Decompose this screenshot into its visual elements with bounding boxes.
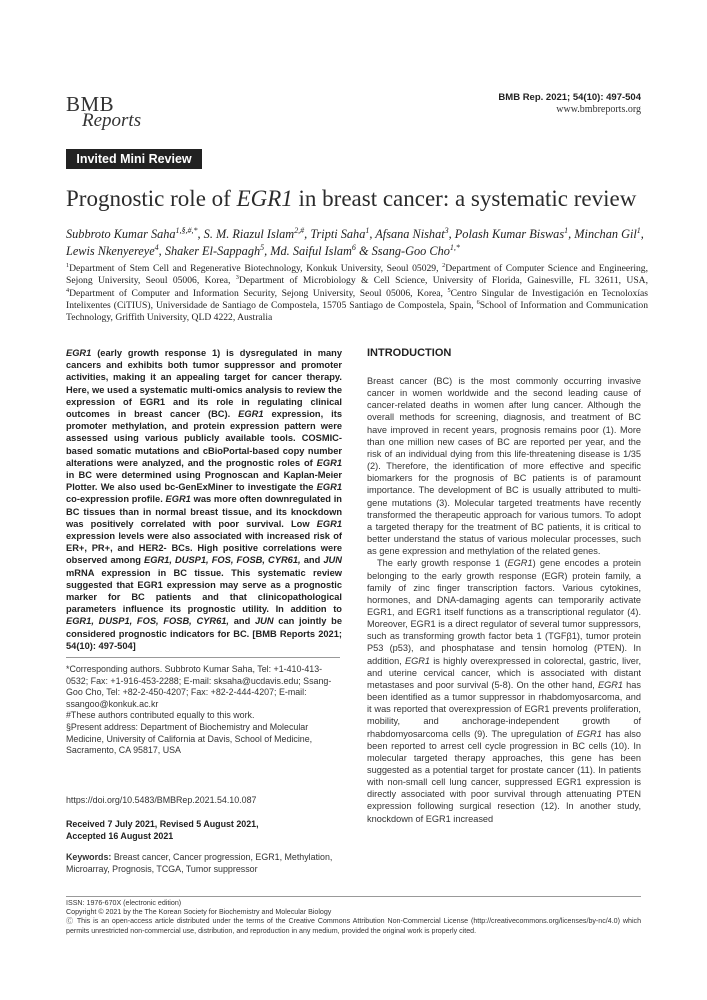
copyright: Copyright © 2021 by the The Korean Society for Biochemistry and Molecular Biology — [66, 908, 332, 917]
corresponding-authors: *Corresponding authors. Subbroto Kumar Saha, Tel: +1-410-413-0532; Fax: +1-916-453-2288; E-mail: sksaha@ucdavis.edu; Ssang-Goo Cho, Tel: +82-2-450-4207; Fax: +82-2-444-4207; E-mail: ssangoo@konkuk.ac.kr — [66, 664, 332, 709]
journal-logo-reports: Reports — [82, 110, 142, 131]
intro-text: is highly overexpressed in colorectal, gastric, liver, and uterine cervical cancer, which is associated with distant metastases and poor survival (5-8). On the other hand, — [367, 655, 641, 690]
journal-citation: BMB Rep. 2021; 54(10): 497-504 — [498, 92, 641, 103]
author-affiliation-mark: 1 — [636, 225, 641, 235]
author-name: Lewis Nkenyereye — [66, 244, 155, 258]
abstract-text: EGR1 — [316, 482, 342, 493]
footnote-divider — [66, 657, 340, 658]
abstract — [66, 347, 342, 652]
license-text — [66, 917, 641, 935]
keywords-label: Keywords: — [66, 852, 112, 862]
author-affiliation-mark: 1,* — [449, 242, 460, 252]
abstract-text: mRNA expression in BC tissue. This systematic review suggested that EGR1 expression may serve as a prognostic marker for BC patients and that clinicopathological parameters influence its prognostic utility. In addition to — [66, 567, 342, 615]
abstract-text: can jointly be considered prognostic indicators for BC. [BMB Reports 2021; 54(10): 497-504] — [66, 616, 342, 651]
author-affiliation-mark: 4 — [154, 242, 159, 252]
intro-text: ) gene encodes a protein belonging to the early growth response (EGR) protein family, a family of zinc finger transcription factors. Various cytokines, hormones, and DNA-damaging agents can temporarily activate EGR1, and EGR1 itself functions as a transcriptional regulator (4). Moreover, EGR1 is a direct regulator of several tumor suppressors, such as transforming growth factor beta 1 (TGFβ1), tumor protein P53 (p53), and phosphatase and tensin homolog (PTEN). In addition, — [367, 558, 641, 666]
journal-logo-bmb: BMB — [66, 92, 115, 116]
affiliation-number: 4 — [66, 286, 70, 294]
author-affiliation-mark: 1,§,#,* — [175, 225, 198, 235]
article-title — [66, 186, 636, 212]
affiliation-number: 5 — [447, 286, 451, 294]
title-prefix: Prognostic role of — [66, 186, 237, 211]
author-name: Minchan Gil — [574, 227, 637, 241]
author-list: Subbroto Kumar Saha$^{1,\S,\#,*}$, S. M. Riazul Islam$^{2,\#}$, Tripti Saha$^1$, Afsana Nishat$^3$, Polash Kumar Biswas$^1$, Minchan Gil$^1$, Lewis Nkenyereye$^4$, Shaker El-Sappagh$^5$, Md. Saiful Islam$^6$ & Ssang-Goo Cho$^{1,*}$ — [66, 225, 644, 258]
affiliation-text: Department of Computer and Information Security, Sejong University, Seoul 05006, Korea, — [69, 287, 448, 299]
intro-paragraph — [367, 557, 641, 824]
author-name: Ssang-Goo Cho — [371, 244, 450, 258]
author-name: Polash Kumar Biswas — [454, 227, 565, 241]
author-name: Tripti Saha — [310, 227, 366, 241]
abstract-text: JUN — [254, 616, 274, 627]
title-suffix: in breast cancer: a systematic review — [292, 186, 637, 211]
received-dates — [66, 819, 342, 842]
author-affiliation-mark: 2,# — [294, 225, 305, 235]
intro-text: EGR1 — [507, 558, 533, 569]
affiliation-list — [66, 263, 648, 324]
abstract-text: EGR1, DUSP1, FOS, FOSB, CYR61, — [144, 555, 301, 566]
intro-text: has also been reported to arrest cell cycle progression in BC cells (10). In molecular targeted therapy approaches, this gene has been suggested as a potential target for prostate cancer (11). In patients with non-small cell lung cancer, suppressed EGR1 expression is directly associated with poor survival through attenuating PTEN expression following surgical resection (12). In another study, knockdown of EGR1 increased — [367, 728, 641, 824]
author-name: Subbroto Kumar Saha — [66, 227, 176, 241]
keywords-text: Breast cancer, Cancer progression, EGR1, Methylation, Microarray, Prognosis, TCGA, Tumor suppressor — [66, 852, 333, 874]
abstract-text: and — [300, 555, 324, 566]
accepted-line: Accepted 16 August 2021 — [66, 830, 174, 841]
abstract-text: in BC were determined using Prognoscan and Kaplan-Meier Plotter. We also used bc-GenExMiner to investigate the — [66, 470, 342, 493]
intro-text: The early growth response 1 ( — [377, 558, 508, 569]
license-body: This is an open-access article distributed under the terms of the Creative Commons Attribution Non-Commercial License (http://creativecommons.org/licenses/by-nc/4.0) which permits unrestricted non-commercial use, distribution, and reproduction in any medium, provided the original work is properly cited. — [66, 917, 642, 935]
intro-text: EGR1 — [598, 679, 624, 690]
abstract-text: EGR1 — [165, 494, 191, 505]
abstract-text: JUN — [323, 555, 342, 566]
author-affiliation-mark: 3 — [444, 225, 449, 235]
author-name: Afsana Nishat — [375, 227, 445, 241]
present-address-note: §Present address: Department of Biochemistry and Molecular Medicine, University of California at Davis, School of Medicine, Sacramento, CA 95817, USA — [66, 721, 313, 756]
affiliation-number: 6 — [476, 298, 480, 306]
intro-text: EGR1 — [404, 655, 430, 666]
equal-contribution-note: #These authors contributed equally to this work. — [66, 710, 255, 721]
abstract-text: and — [229, 616, 255, 627]
received-line: Received 7 July 2021, Revised 5 August 2021, — [66, 819, 259, 829]
abstract-text: expression, its promoter methylation, and protein expression pattern were assessed using various publicly available tools. COSMIC-based somatic mutations and cBioPortal-based copy number alterations were analyzed, and the prognostic roles of — [66, 409, 342, 468]
issn: ISSN: 1976-670X (electronic edition) — [66, 899, 182, 907]
affiliation-text: Department of Stem Cell and Regenerative Biotechnology, Konkuk University, Seoul 05029, — [69, 263, 443, 274]
author-affiliation-mark: 5 — [260, 242, 265, 252]
affiliation-text: School of Information and Communication Technology, Griffith University, QLD 4222, Australia — [66, 299, 649, 324]
author-affiliation-mark: 1 — [564, 225, 569, 235]
intro-text: Breast cancer (BC) is the most commonly occurring invasive cancer in women worldwide and the second leading cause of cancer-related deaths in women after lung cancer. Although the overall methods for screening, diagnosis, and treatment of BC have improved in recent years, prognosis remains poor (1). More than one million new cases of BC are reported per year, and the risk of an individual dying from this life-threatening disease is 1/35 (2). Therefore, the identification of more effective and specific biomarkers for the prognosis of BC patients is of paramount importance. The development of BC is usually attributed to multi-gene mutations (3). Molecular targeted treatments have recently transformed the therapeutic approach for various tumors. To adopt a targeted therapy for the treatment of BC patients, it is critical to better understand the status of various molecular processes, such as gene expression and methylation of the related genes. — [367, 376, 641, 557]
author-name: Shaker El-Sappagh — [164, 244, 261, 258]
intro-text: has been identified as a tumor suppressor in rhabdomyosarcoma, and it was reported that overexpression of EGR1 prevents proliferation, mobility, and anchorage-independent growth of rhabdomyosarcoma cells (9). The upregulation of — [367, 679, 641, 739]
affiliation-text: Department of Computer Science and Engineering, Sejong University, Seoul 05006, Korea, — [66, 263, 648, 287]
journal-url[interactable]: www.bmbreports.org — [556, 104, 641, 115]
abstract-text: EGR1 — [238, 409, 264, 420]
title-gene: EGR1 — [236, 186, 293, 211]
intro-text: EGR1 — [576, 728, 602, 739]
introduction-heading: INTRODUCTION — [367, 347, 452, 359]
affiliation-number: 1 — [66, 261, 70, 269]
correspondence-footnotes — [66, 664, 342, 757]
cc-icon: Ⓒ — [66, 917, 75, 926]
article-type-label: Invited Mini Review — [66, 149, 202, 169]
author-name: Md. Saiful Islam — [270, 244, 352, 258]
author-affiliation-mark: 6 — [351, 242, 356, 252]
abstract-text: was more often downregulated in BC tissues than in normal breast tissue, and its knockdown was positively correlated with poor survival. Low — [66, 494, 342, 529]
abstract-text: (early growth response 1) is dysregulated in many cancers and exhibits both tumor suppressor and promoter activities, making it an appealing target for cancer therapy. Here, we used a systematic multi-omics analysis to review the expression of EGR1 and its role in regulating clinical outcomes in breast cancer (BC). — [66, 348, 342, 420]
abstract-text: EGR1 — [66, 348, 92, 358]
abstract-text: EGR1 — [316, 518, 342, 529]
intro-paragraph — [367, 375, 641, 557]
introduction-body — [367, 375, 641, 825]
affiliation-number: 3 — [235, 274, 239, 282]
author-name: S. M. Riazul Islam — [203, 227, 295, 241]
affiliation-number: 2 — [442, 261, 446, 269]
abstract-text: co-expression profile. — [66, 494, 166, 505]
keywords — [66, 852, 342, 875]
abstract-text: EGR1 — [316, 457, 342, 468]
abstract-text: EGR1, DUSP1, FOS, FOSB, CYR61, — [66, 616, 230, 627]
abstract-text: expression levels were also associated with increased risk of ER+, PR+, and HER2- BCs. High positive correlations were observed among — [66, 531, 342, 566]
doi-link[interactable]: https://doi.org/10.5483/BMBRep.2021.54.10.087 — [66, 795, 257, 805]
author-affiliation-mark: 1 — [365, 225, 370, 235]
affiliation-text: Department of Microbiology & Cell Science, University of Florida, Gainesville, FL 32611, USA, — [238, 275, 648, 287]
page-footer — [66, 899, 641, 936]
footer-divider — [66, 896, 641, 897]
affiliation-text: Centro Singular de Investigación en Tecnoloxías Intelixentes (CiTIUS), Universidade de Santiago de Compostela, 15705 Santiago de Compostela, Spain, — [66, 287, 648, 311]
